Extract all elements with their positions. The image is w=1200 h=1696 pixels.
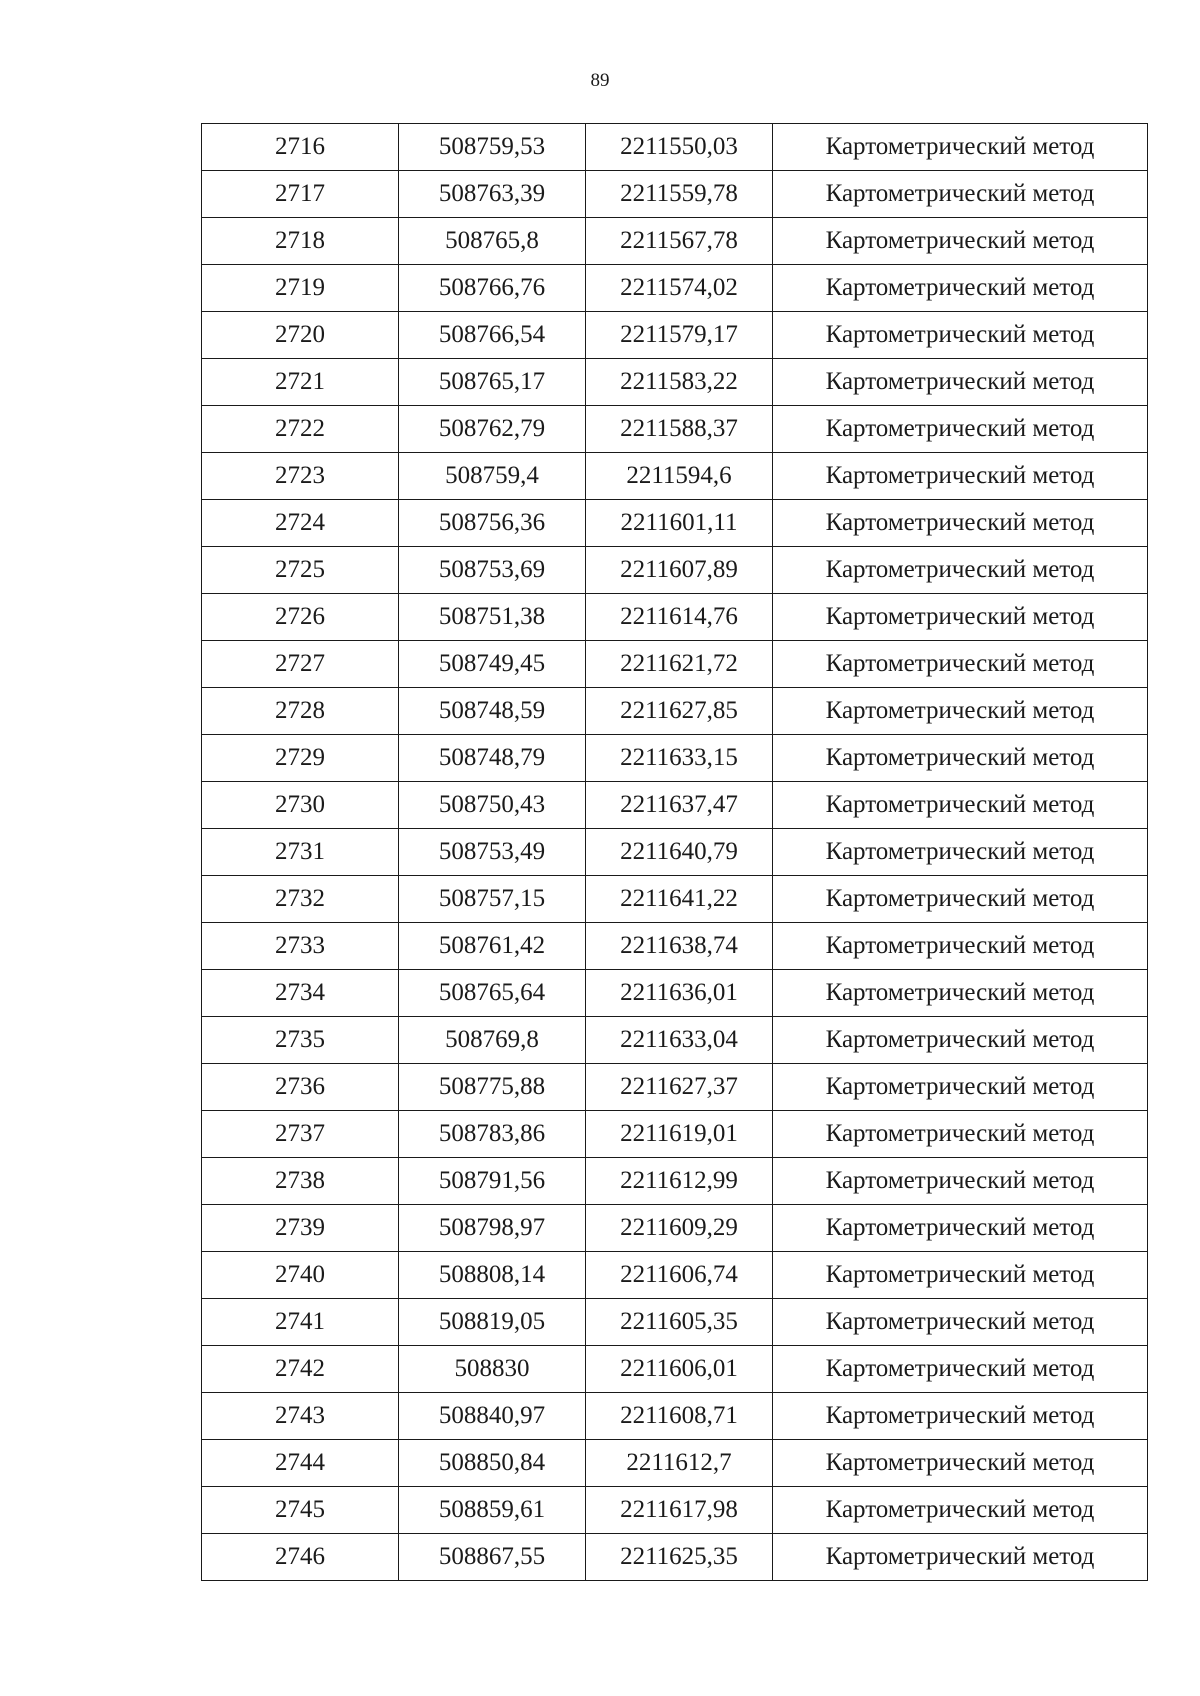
table-row	[202, 876, 1148, 923]
point-number-cell: 2718	[202, 218, 399, 265]
y-coordinate-cell: 2211627,37	[586, 1064, 773, 1111]
table-row	[202, 594, 1148, 641]
y-coordinate-cell: 2211559,78	[586, 171, 773, 218]
x-coordinate-cell: 508840,97	[399, 1393, 586, 1440]
y-coordinate-cell: 2211606,01	[586, 1346, 773, 1393]
x-coordinate-cell: 508775,88	[399, 1064, 586, 1111]
table-row	[202, 1534, 1148, 1581]
point-number-cell: 2729	[202, 735, 399, 782]
point-number-cell: 2743	[202, 1393, 399, 1440]
y-coordinate-cell: 2211636,01	[586, 970, 773, 1017]
table-row	[202, 1440, 1148, 1487]
point-number-cell: 2740	[202, 1252, 399, 1299]
method-cell: Картометрический метод	[773, 453, 1148, 500]
point-number-cell: 2727	[202, 641, 399, 688]
table-row	[202, 1487, 1148, 1534]
y-coordinate-cell: 2211621,72	[586, 641, 773, 688]
point-number-cell: 2733	[202, 923, 399, 970]
method-cell: Картометрический метод	[773, 1299, 1148, 1346]
table-row	[202, 1299, 1148, 1346]
x-coordinate-cell: 508759,53	[399, 124, 586, 171]
y-coordinate-cell: 2211605,35	[586, 1299, 773, 1346]
y-coordinate-cell: 2211601,11	[586, 500, 773, 547]
point-number-cell: 2721	[202, 359, 399, 406]
y-coordinate-cell: 2211641,22	[586, 876, 773, 923]
point-number-cell: 2745	[202, 1487, 399, 1534]
y-coordinate-cell: 2211583,22	[586, 359, 773, 406]
method-cell: Картометрический метод	[773, 876, 1148, 923]
method-cell: Картометрический метод	[773, 1534, 1148, 1581]
x-coordinate-cell: 508753,49	[399, 829, 586, 876]
x-coordinate-cell: 508769,8	[399, 1017, 586, 1064]
table-row	[202, 1393, 1148, 1440]
point-number-cell: 2739	[202, 1205, 399, 1252]
table-row	[202, 688, 1148, 735]
y-coordinate-cell: 2211574,02	[586, 265, 773, 312]
method-cell: Картометрический метод	[773, 1205, 1148, 1252]
method-cell: Картометрический метод	[773, 1111, 1148, 1158]
method-cell: Картометрический метод	[773, 1487, 1148, 1534]
point-number-cell: 2732	[202, 876, 399, 923]
y-coordinate-cell: 2211588,37	[586, 406, 773, 453]
point-number-cell: 2724	[202, 500, 399, 547]
table-row	[202, 312, 1148, 359]
page-number: 89	[590, 70, 610, 91]
point-number-cell: 2730	[202, 782, 399, 829]
method-cell: Картометрический метод	[773, 547, 1148, 594]
x-coordinate-cell: 508765,8	[399, 218, 586, 265]
table-row	[202, 218, 1148, 265]
x-coordinate-cell: 508759,4	[399, 453, 586, 500]
method-cell: Картометрический метод	[773, 406, 1148, 453]
x-coordinate-cell: 508867,55	[399, 1534, 586, 1581]
y-coordinate-cell: 2211614,76	[586, 594, 773, 641]
table-row	[202, 1017, 1148, 1064]
table-row	[202, 782, 1148, 829]
x-coordinate-cell: 508765,17	[399, 359, 586, 406]
method-cell: Картометрический метод	[773, 829, 1148, 876]
point-number-cell: 2737	[202, 1111, 399, 1158]
x-coordinate-cell: 508763,39	[399, 171, 586, 218]
table-row	[202, 1346, 1148, 1393]
x-coordinate-cell: 508791,56	[399, 1158, 586, 1205]
y-coordinate-cell: 2211607,89	[586, 547, 773, 594]
method-cell: Картометрический метод	[773, 594, 1148, 641]
x-coordinate-cell: 508766,54	[399, 312, 586, 359]
table-row	[202, 1064, 1148, 1111]
table-row	[202, 547, 1148, 594]
table-row	[202, 265, 1148, 312]
y-coordinate-cell: 2211608,71	[586, 1393, 773, 1440]
y-coordinate-cell: 2211612,99	[586, 1158, 773, 1205]
table-row	[202, 406, 1148, 453]
point-number-cell: 2722	[202, 406, 399, 453]
method-cell: Картометрический метод	[773, 171, 1148, 218]
method-cell: Картометрический метод	[773, 923, 1148, 970]
method-cell: Картометрический метод	[773, 1158, 1148, 1205]
point-number-cell: 2744	[202, 1440, 399, 1487]
point-number-cell: 2720	[202, 312, 399, 359]
point-number-cell: 2723	[202, 453, 399, 500]
table-row	[202, 124, 1148, 171]
point-number-cell: 2726	[202, 594, 399, 641]
x-coordinate-cell: 508798,97	[399, 1205, 586, 1252]
coordinates-table-body	[202, 124, 1148, 1581]
x-coordinate-cell: 508783,86	[399, 1111, 586, 1158]
method-cell: Картометрический метод	[773, 1017, 1148, 1064]
table-row	[202, 970, 1148, 1017]
x-coordinate-cell: 508749,45	[399, 641, 586, 688]
method-cell: Картометрический метод	[773, 218, 1148, 265]
y-coordinate-cell: 2211567,78	[586, 218, 773, 265]
y-coordinate-cell: 2211640,79	[586, 829, 773, 876]
method-cell: Картометрический метод	[773, 1346, 1148, 1393]
point-number-cell: 2746	[202, 1534, 399, 1581]
table-row	[202, 1111, 1148, 1158]
method-cell: Картометрический метод	[773, 641, 1148, 688]
y-coordinate-cell: 2211633,15	[586, 735, 773, 782]
point-number-cell: 2738	[202, 1158, 399, 1205]
method-cell: Картометрический метод	[773, 970, 1148, 1017]
method-cell: Картометрический метод	[773, 500, 1148, 547]
point-number-cell: 2717	[202, 171, 399, 218]
x-coordinate-cell: 508830	[399, 1346, 586, 1393]
table-row	[202, 641, 1148, 688]
x-coordinate-cell: 508761,42	[399, 923, 586, 970]
x-coordinate-cell: 508850,84	[399, 1440, 586, 1487]
point-number-cell: 2725	[202, 547, 399, 594]
point-number-cell: 2716	[202, 124, 399, 171]
x-coordinate-cell: 508750,43	[399, 782, 586, 829]
table-row	[202, 829, 1148, 876]
method-cell: Картометрический метод	[773, 1064, 1148, 1111]
x-coordinate-cell: 508765,64	[399, 970, 586, 1017]
point-number-cell: 2719	[202, 265, 399, 312]
coordinates-table	[201, 123, 1148, 1581]
x-coordinate-cell: 508757,15	[399, 876, 586, 923]
table-row	[202, 735, 1148, 782]
x-coordinate-cell: 508753,69	[399, 547, 586, 594]
x-coordinate-cell: 508819,05	[399, 1299, 586, 1346]
point-number-cell: 2741	[202, 1299, 399, 1346]
x-coordinate-cell: 508751,38	[399, 594, 586, 641]
point-number-cell: 2742	[202, 1346, 399, 1393]
x-coordinate-cell: 508748,79	[399, 735, 586, 782]
y-coordinate-cell: 2211627,85	[586, 688, 773, 735]
method-cell: Картометрический метод	[773, 312, 1148, 359]
x-coordinate-cell: 508808,14	[399, 1252, 586, 1299]
method-cell: Картометрический метод	[773, 1252, 1148, 1299]
method-cell: Картометрический метод	[773, 688, 1148, 735]
table-row	[202, 453, 1148, 500]
y-coordinate-cell: 2211606,74	[586, 1252, 773, 1299]
y-coordinate-cell: 2211637,47	[586, 782, 773, 829]
table-row	[202, 500, 1148, 547]
table-row	[202, 171, 1148, 218]
table-row	[202, 1158, 1148, 1205]
y-coordinate-cell: 2211633,04	[586, 1017, 773, 1064]
point-number-cell: 2736	[202, 1064, 399, 1111]
y-coordinate-cell: 2211594,6	[586, 453, 773, 500]
method-cell: Картометрический метод	[773, 1440, 1148, 1487]
method-cell: Картометрический метод	[773, 124, 1148, 171]
y-coordinate-cell: 2211638,74	[586, 923, 773, 970]
table-row	[202, 1205, 1148, 1252]
x-coordinate-cell: 508756,36	[399, 500, 586, 547]
point-number-cell: 2728	[202, 688, 399, 735]
x-coordinate-cell: 508859,61	[399, 1487, 586, 1534]
y-coordinate-cell: 2211550,03	[586, 124, 773, 171]
y-coordinate-cell: 2211625,35	[586, 1534, 773, 1581]
table-row	[202, 1252, 1148, 1299]
x-coordinate-cell: 508762,79	[399, 406, 586, 453]
point-number-cell: 2731	[202, 829, 399, 876]
x-coordinate-cell: 508766,76	[399, 265, 586, 312]
x-coordinate-cell: 508748,59	[399, 688, 586, 735]
point-number-cell: 2734	[202, 970, 399, 1017]
table-row	[202, 359, 1148, 406]
method-cell: Картометрический метод	[773, 1393, 1148, 1440]
y-coordinate-cell: 2211612,7	[586, 1440, 773, 1487]
y-coordinate-cell: 2211617,98	[586, 1487, 773, 1534]
method-cell: Картометрический метод	[773, 782, 1148, 829]
table-row	[202, 923, 1148, 970]
method-cell: Картометрический метод	[773, 735, 1148, 782]
y-coordinate-cell: 2211619,01	[586, 1111, 773, 1158]
method-cell: Картометрический метод	[773, 359, 1148, 406]
y-coordinate-cell: 2211579,17	[586, 312, 773, 359]
point-number-cell: 2735	[202, 1017, 399, 1064]
method-cell: Картометрический метод	[773, 265, 1148, 312]
y-coordinate-cell: 2211609,29	[586, 1205, 773, 1252]
